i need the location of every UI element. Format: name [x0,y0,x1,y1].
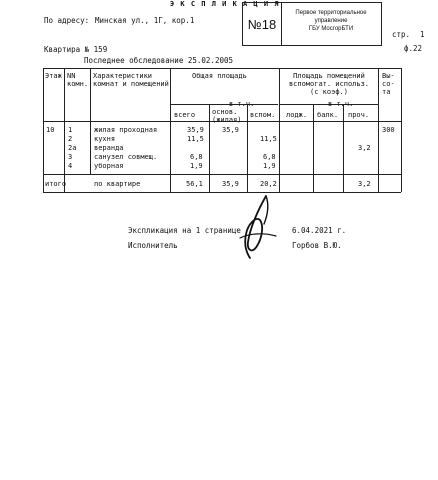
document-title: Э К С П Л И К А Ц И Я [170,0,280,8]
stamp-number: №18 [243,3,282,45]
col-balcony: балк. [317,111,339,119]
total-all: 56,1 [186,180,203,188]
row1-height: 300 [382,126,395,134]
address-label: По адресу: [44,16,90,25]
total-label: итого [45,180,67,188]
row5-no: 4 [68,162,73,170]
col-aux: вспом. [250,111,276,119]
row1-no: 1 [68,126,73,134]
apartment-number: Квартира № 159 [44,45,108,54]
total-main: 35,9 [222,180,239,188]
col-incl: в т.ч. [229,100,255,108]
row1-main: 35,9 [222,126,239,134]
col-floor: Этаж [45,72,62,80]
btI-stamp [242,2,382,46]
row2-all: 11,5 [187,135,204,143]
row3-name: веранда [94,144,124,152]
col-aux-premises: Площадь помещений вспомогат. использ. (с коэф.) [288,72,370,96]
executor-name: Горбов В.Ю. [292,241,342,250]
last-survey: Последнее обследование 25.02.2005 [84,56,234,65]
address-value: Минская ул., 1Г, кор.1 [95,16,195,25]
executor-label: Исполнитель [128,241,178,250]
page-label: стр. [392,30,411,39]
footer-date: 6.04.2021 г. [292,226,347,235]
row4-all: 6,8 [190,153,203,161]
stamp-text [283,9,379,33]
col-total-area: Общая площадь [192,72,247,80]
total-label2: по квартире [94,180,141,188]
stamp-line-2: управление [314,18,348,24]
stamp-line-3: ГБУ МосгорБТИ [308,26,354,32]
page-number: 1 [420,30,425,39]
row1-all: 35,9 [187,126,204,134]
col-room-no: NN комн. [67,72,89,88]
total-aux: 20,2 [260,180,277,188]
total-other: 3,2 [358,180,371,188]
col-height: Вы-со-та [382,72,395,96]
row4-no: 3 [68,153,73,161]
row2-no: 2 [68,135,73,143]
stamp-line-1: Первое территориальное [295,10,367,16]
col-main: основ. (жилая) [212,108,242,124]
row5-name: уборная [94,162,124,170]
form-number: ф.22 [404,44,423,53]
row3-other: 3,2 [358,144,371,152]
col-incl2: в т.ч. [328,100,354,108]
col-loggia: лодж. [286,111,308,119]
row4-name: санузел совмещ. [94,153,158,161]
signature-image [236,190,286,262]
row4-aux: 6,8 [263,153,276,161]
row2-name: кухня [94,135,116,143]
col-other: проч. [348,111,370,119]
row5-all: 1,9 [190,162,203,170]
row3-no: 2а [68,144,77,152]
row1-floor: 10 [46,126,55,134]
pages-text: Экспликация на 1 странице [128,226,241,235]
row2-aux: 11,5 [260,135,277,143]
col-all: всего [174,111,196,119]
row5-aux: 1,9 [263,162,276,170]
row1-name: жилая проходная [94,126,158,134]
col-characteristics: Характеристики комнат и помещений [93,72,169,88]
